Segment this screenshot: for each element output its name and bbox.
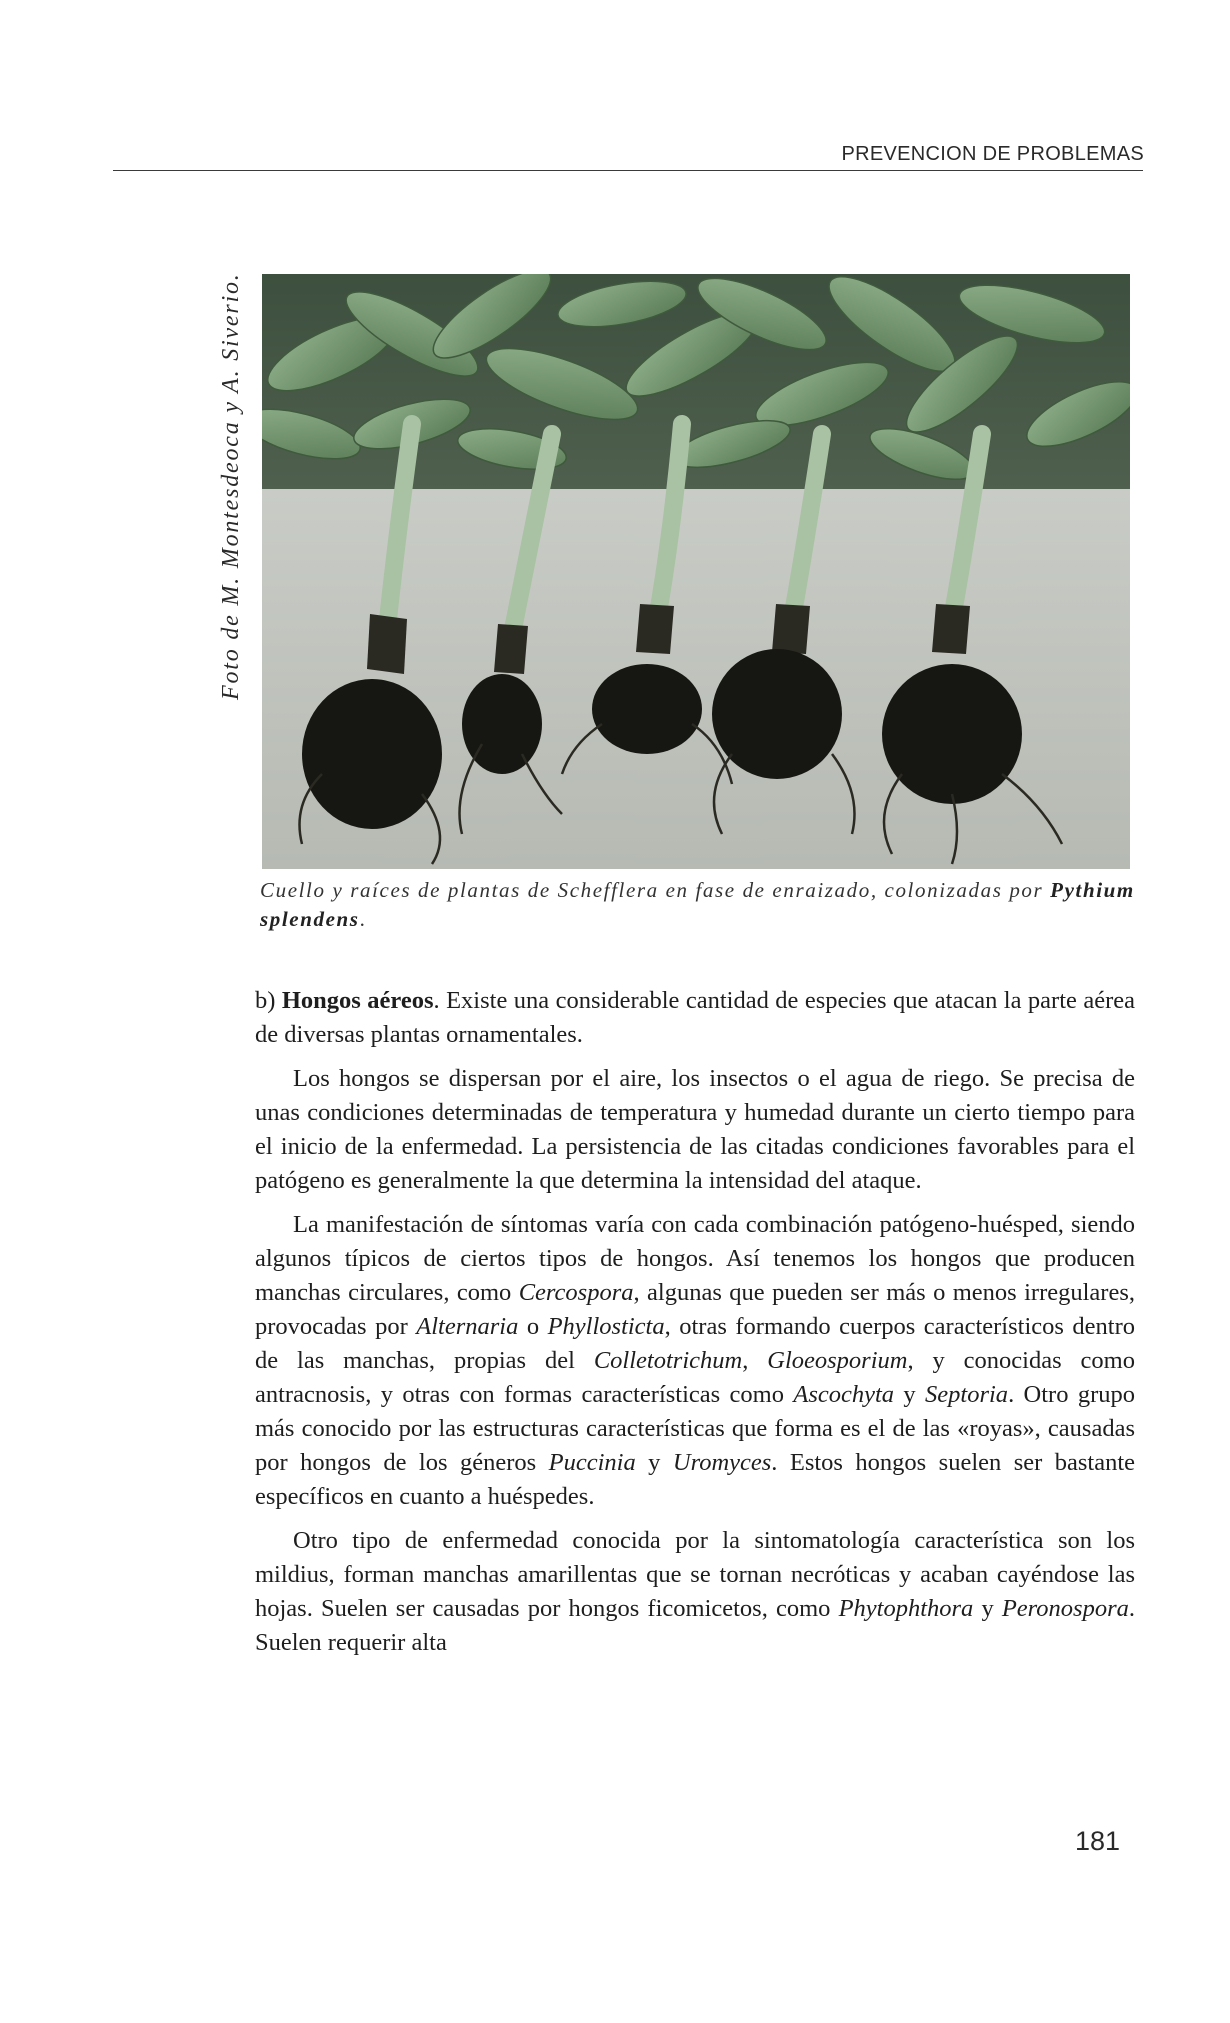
section-heading: Hongos aéreos <box>281 987 434 1014</box>
paragraph-hongos-aereos <box>255 984 1135 1052</box>
text-run: y <box>973 1595 1002 1622</box>
paragraph-text: Los hongos se dispersan por el aire, los insectos o el agua de riego. Se precisa de unas condiciones determinadas de temperatura y humedad durante un cierto tiempo para el inicio de la enfermedad. La persistencia de las citadas condiciones favorables para el patógeno es generalmente la que determina la intensidad del ataque. <box>255 1065 1135 1194</box>
species-name: Peronospora <box>1001 1595 1129 1622</box>
text-run: La manifestación de síntomas varía con cada combinación patógeno-huésped, siendo algunos típicos de ciertos tipos de hongos. Así tenemos los hongos que producen manchas circulares, como <box>255 1211 1135 1306</box>
species-name: Gloeosporium <box>767 1347 908 1374</box>
text-run: , y conocidas como antracnosis, y otras con formas características como <box>255 1347 1135 1408</box>
text-run: , algunas que pueden ser más o menos irregulares, provocadas por <box>255 1279 1135 1340</box>
species-name: Phytophthora <box>838 1595 974 1622</box>
species-name: Ascochyta <box>793 1381 895 1408</box>
header-rule <box>113 170 1143 171</box>
paragraph-mildius <box>255 1524 1135 1660</box>
caption-text-2: en fase de enraizado, colonizadas por <box>658 878 1051 902</box>
text-run: . Suelen requerir alta <box>255 1595 1136 1656</box>
text-run: , otras formando cuerpos característicos dentro de las manchas, propias del <box>255 1313 1136 1374</box>
text-run: Otro tipo de enfermedad conocida por la sintomatología característica son los mildius, forman manchas amarillentas que se tornan necróticas y acaban cayéndose las hojas. Suelen ser causadas por hongos ficomicetos, como <box>255 1527 1135 1622</box>
caption-text: Cuello y raíces de plantas de <box>260 878 558 902</box>
body-text <box>255 984 1135 1670</box>
caption-genus: Schefflera <box>557 878 659 902</box>
photo-caption <box>260 876 1140 934</box>
species-name: Alternaria <box>416 1313 519 1340</box>
species-name: Cercospora <box>518 1279 634 1306</box>
paragraph-text: . Existe una considerable cantidad de especies que atacan la parte aérea de diversas plantas ornamentales. <box>255 987 1135 1048</box>
text-run: . Otro grupo más conocido por las estructuras características que forma es el de las «royas», causadas por hongos de los géneros <box>255 1381 1135 1476</box>
caption-end: . <box>359 907 367 931</box>
text-run: . Estos hongos suelen ser bastante específicos en cuanto a huéspedes. <box>255 1449 1135 1510</box>
caption-pathogen: Pythium splendens <box>260 878 1135 931</box>
text-run: y <box>635 1449 673 1476</box>
running-header: PREVENCION DE PROBLEMAS <box>841 143 1144 165</box>
text-run: o <box>518 1313 548 1340</box>
species-name: Phyllosticta <box>547 1313 665 1340</box>
paragraph-dispersion <box>255 1062 1135 1198</box>
list-marker: b) <box>255 987 282 1014</box>
species-name: Puccinia <box>548 1449 636 1476</box>
page-number: 181 <box>1074 1826 1120 1856</box>
species-name: Septoria <box>925 1381 1009 1408</box>
text-run: , <box>742 1347 768 1374</box>
species-name: Uromyces <box>672 1449 772 1476</box>
species-name: Colletotrichum <box>593 1347 743 1374</box>
photo-credit: Foto de M. Montesdeoca y A. Siverio. <box>218 272 244 700</box>
plant-photo <box>262 274 1130 869</box>
text-run: y <box>894 1381 926 1408</box>
paragraph-sintomas <box>255 1208 1135 1514</box>
